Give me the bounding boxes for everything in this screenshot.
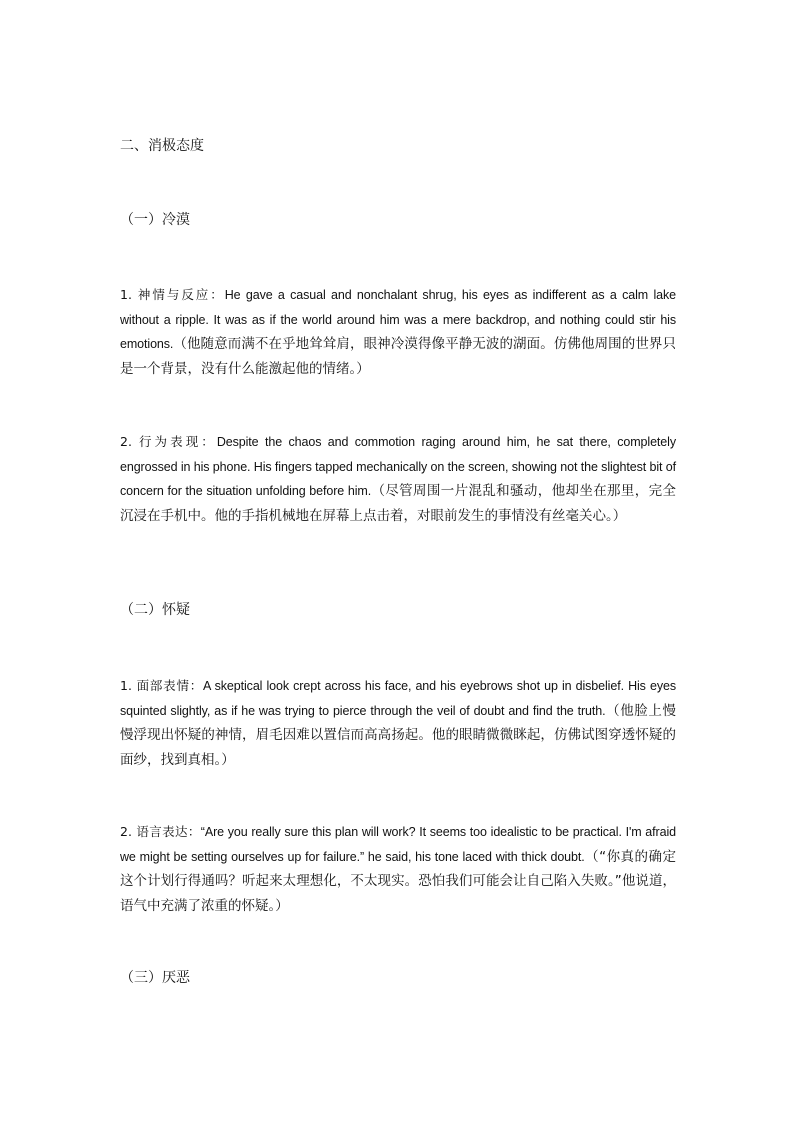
item-number: 2. xyxy=(120,824,132,839)
subsection-heading-disgust: （三）厌恶 xyxy=(120,970,190,986)
english-text: A skeptical look crept across his face, and his eyebrows shot up in disbelief. His eyes squinted slightly, as if he was trying to pierce through the veil of doubt and find the truth. xyxy=(120,679,676,718)
paragraph-doubt-facial-expression xyxy=(120,674,676,772)
item-label: 语言表达： xyxy=(136,824,201,839)
english-text: He gave a casual and nonchalant shrug, his eyes as indifferent as a calm lake without a ripple. It was as if the world around him was a mere backdrop, and nothing could stir his emotions. xyxy=(120,288,676,351)
section-title: 二、消极态度 xyxy=(120,138,204,154)
item-label: 行为表现： xyxy=(138,434,217,449)
chinese-translation: （他随意而满不在乎地耸耸肩，眼神冷漠得像平静无波的湖面。仿佛他周围的世界只是一个背景，没有什么能激起他的情绪。） xyxy=(120,336,676,377)
chinese-translation: （“你真的确定这个计划行得通吗？听起来太理想化，不太现实。恐怕我们可能会让自己陷入失败。”他说道，语气中充满了浓重的怀疑。） xyxy=(120,848,676,914)
english-text: “Are you really sure this plan will work? It seems too idealistic to be practical. I'm afraid we might be setting ourselves up for failure.” he said, his tone laced with thick doubt. xyxy=(120,825,676,864)
item-number: 1. xyxy=(120,287,132,302)
subsection-heading-doubt: （二）怀疑 xyxy=(120,602,190,618)
item-number: 2. xyxy=(120,434,132,449)
paragraph-indifference-behavior xyxy=(120,430,676,528)
subsection-heading-indifference: （一）冷漠 xyxy=(120,212,190,228)
item-number: 1. xyxy=(120,678,132,693)
item-label: 面部表情： xyxy=(136,678,203,693)
item-label: 神情与反应： xyxy=(137,287,225,302)
chinese-translation: （他脸上慢慢浮现出怀疑的神情，眉毛因难以置信而高高扬起。他的眼睛微微眯起，仿佛试图穿透怀疑的面纱，找到真相。） xyxy=(120,702,676,768)
paragraph-doubt-verbal-expression xyxy=(120,820,676,918)
chinese-translation: （尽管周围一片混乱和骚动，他却坐在那里，完全沉浸在手机中。他的手指机械地在屏幕上点击着，对眼前发生的事情没有丝毫关心。） xyxy=(120,483,676,524)
english-text: Despite the chaos and commotion raging around him, he sat there, completely engrossed in his phone. His fingers tapped mechanically on the screen, showing not the slightest bit of concern for the situation unfolding before him. xyxy=(120,435,677,498)
paragraph-indifference-expression xyxy=(120,283,676,381)
